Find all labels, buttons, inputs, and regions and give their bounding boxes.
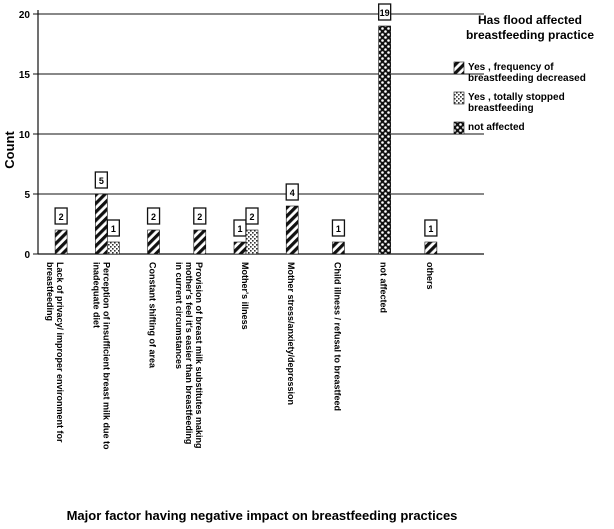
data-label: 2 — [151, 212, 157, 222]
legend — [454, 13, 594, 134]
y-tick-label: 5 — [24, 190, 30, 201]
data-label: 19 — [379, 8, 390, 18]
category-labels — [45, 262, 435, 450]
bar — [379, 26, 391, 254]
x-tick-label — [148, 262, 158, 369]
legend-item-line: not affected — [468, 122, 525, 133]
x-tick-label-line: Lack of privacy/ improper environment for — [55, 262, 66, 443]
legend-item — [468, 62, 586, 84]
legend-swatch — [454, 122, 464, 134]
legend-swatch — [454, 62, 464, 74]
bar — [425, 242, 437, 254]
legend-swatch — [454, 92, 464, 104]
bar — [194, 230, 206, 254]
x-tick-label — [91, 262, 111, 450]
x-tick-label-line: not affected — [378, 262, 389, 314]
x-tick-label-line: Child illness / refusal to breastfeed — [332, 262, 343, 412]
data-label: 2 — [197, 212, 203, 222]
bar — [234, 242, 246, 254]
y-tick-label: 0 — [24, 250, 30, 261]
bar — [107, 242, 119, 254]
data-label: 5 — [98, 176, 104, 186]
bars — [55, 4, 437, 254]
legend-item — [468, 122, 525, 133]
x-tick-label — [425, 262, 435, 290]
data-label: 1 — [110, 224, 116, 234]
bar — [148, 230, 160, 254]
data-label: 4 — [289, 188, 295, 198]
data-label: 1 — [335, 224, 341, 234]
legend-item — [468, 92, 565, 114]
legend-item-line: Yes , totally stopped — [468, 92, 565, 103]
y-axis-label: Count — [2, 131, 17, 169]
x-tick-label — [45, 262, 65, 443]
x-tick-label-line: Mother's illness — [240, 262, 250, 330]
x-tick-label-line: Constant shifting of area — [147, 262, 158, 369]
data-label: 1 — [428, 224, 434, 234]
legend-title-line: breastfeeding practice — [465, 28, 595, 42]
data-label: 2 — [58, 212, 64, 222]
x-axis-label: Major factor having negative impact on breastfeeding practices — [66, 508, 458, 523]
bar — [246, 230, 258, 254]
x-tick-label-line: inadequate diet — [91, 262, 102, 329]
y-tick-label: 15 — [18, 70, 30, 81]
y-tick-label: 20 — [18, 10, 30, 21]
x-tick-label — [286, 262, 296, 405]
legend-item-line: Yes , frequency of — [468, 62, 554, 73]
legend-title-line: Has flood affected — [477, 13, 583, 27]
x-tick-label — [379, 262, 389, 313]
x-tick-label — [174, 262, 204, 449]
bar — [95, 194, 107, 254]
x-tick-label-line: mother's feel it's easier than breastfeeding — [183, 262, 194, 445]
bar — [55, 230, 67, 254]
bar — [332, 242, 344, 254]
x-tick-label-line: others — [424, 262, 435, 290]
data-label: 1 — [237, 224, 243, 234]
x-tick-label-line: in current circumstances — [173, 262, 184, 370]
legend-title — [466, 13, 594, 42]
legend-item-line: breastfeeding — [468, 103, 534, 114]
x-tick-label — [240, 262, 250, 330]
bar — [286, 206, 298, 254]
x-tick-label-line: Mother stress/anxiety/depression — [286, 262, 297, 406]
x-tick-label-line: breastfeeding — [45, 262, 56, 322]
y-tick-label: 10 — [18, 130, 30, 141]
x-tick-label — [332, 262, 342, 411]
x-tick-label-line: Provision of breast milk substitutes making — [193, 262, 204, 449]
x-tick-label-line: Perception of insufficient breast milk due to — [101, 262, 112, 450]
legend-item-line: breastfeeding decreased — [468, 73, 586, 84]
data-label: 2 — [249, 212, 255, 222]
